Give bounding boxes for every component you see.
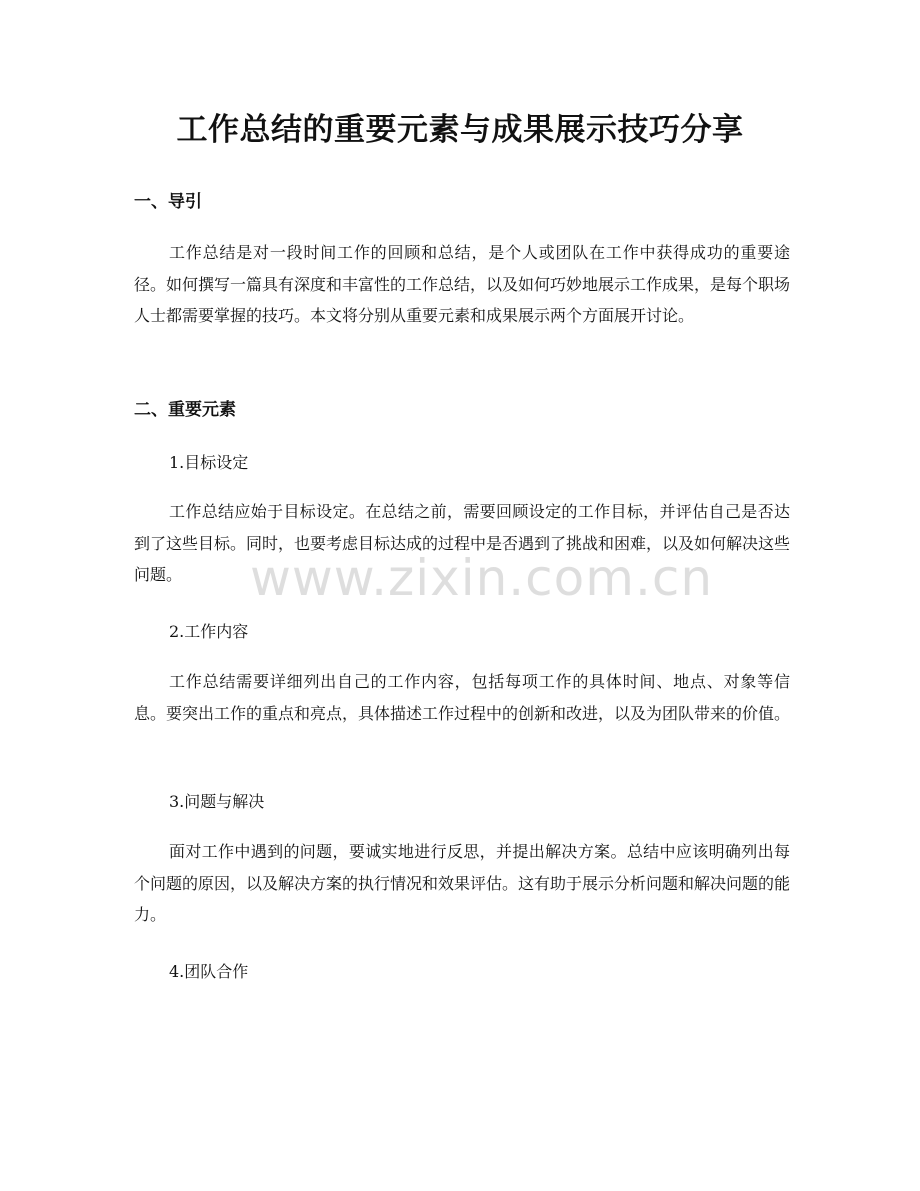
subheading-work-content: 2.工作内容 — [169, 622, 249, 641]
work-content-paragraph: 工作总结需要详细列出自己的工作内容，包括每项工作的具体时间、地点、对象等信息。要突出工作的重点和亮点，具体描述工作过程中的创新和改进，以及为团队带来的价值。 — [134, 672, 791, 723]
watermark: www.zixin.com.cn — [250, 549, 714, 607]
subheading-teamwork: 4.团队合作 — [169, 962, 249, 981]
document-title: 工作总结的重要元素与成果展示技巧分享 — [176, 112, 744, 148]
goal-setting-paragraph: 工作总结应始于目标设定。在总结之前，需要回顾设定的工作目标，并评估自己是否达到了这些目标。同时，也要考虑目标达成的过程中是否遇到了挑战和困难，以及如何解决这些问题。 — [134, 502, 791, 584]
intro-paragraph: 工作总结是对一段时间工作的回顾和总结，是个人或团队在工作中获得成功的重要途径。如何撰写一篇具有深度和丰富性的工作总结，以及如何巧妙地展示工作成果，是每个职场人士都需要掌握的技巧。本文将分别从重要元素和成果展示两个方面展开讨论。 — [134, 243, 791, 325]
problems-solutions-paragraph: 面对工作中遇到的问题，要诚实地进行反思，并提出解决方案。总结中应该明确列出每个问题的原因，以及解决方案的执行情况和效果评估。这有助于展示分析问题和解决问题的能力。 — [134, 842, 791, 924]
subheading-goal-setting: 1.目标设定 — [169, 453, 249, 472]
section-heading-intro: 一、导引 — [134, 192, 202, 212]
subheading-problems-solutions: 3.问题与解决 — [169, 792, 265, 811]
section-heading-key-elements: 二、重要元素 — [134, 400, 236, 420]
